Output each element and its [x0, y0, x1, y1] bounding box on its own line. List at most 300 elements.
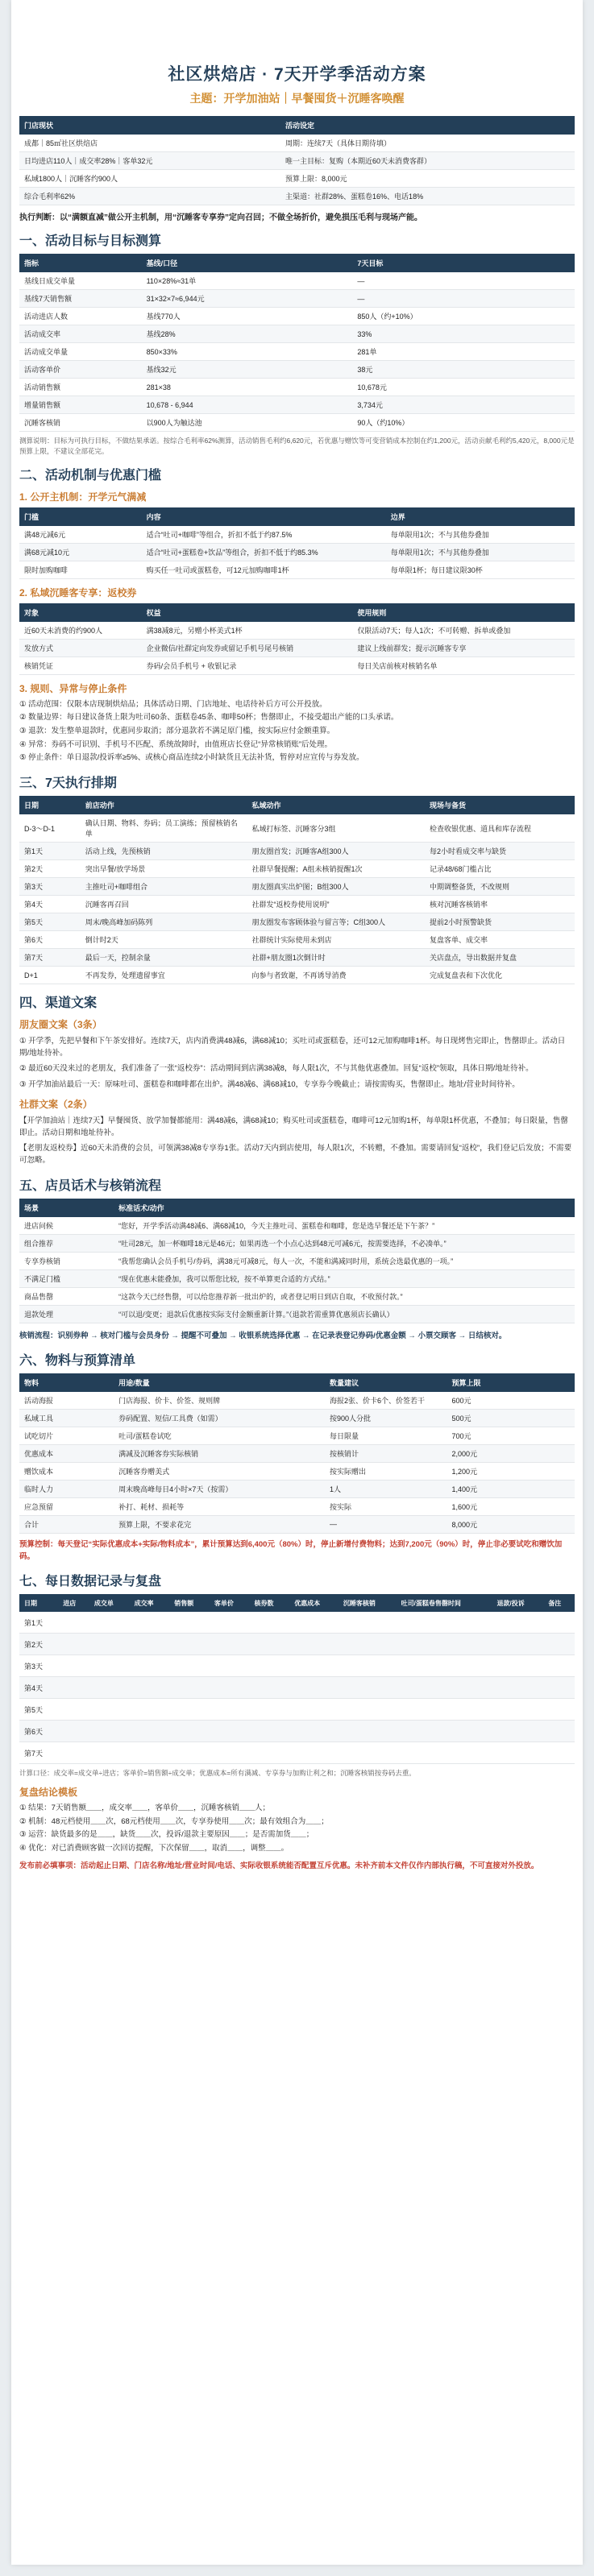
table-cell: 优惠成本 — [19, 1444, 114, 1462]
empty-input-cell[interactable] — [130, 1721, 170, 1742]
empty-input-cell[interactable] — [89, 1612, 130, 1634]
empty-input-cell[interactable] — [397, 1721, 492, 1742]
table-header: 7天目标 — [352, 254, 575, 272]
table-cell: 10,678 - 6,944 — [142, 396, 353, 414]
table-cell: 281×38 — [142, 379, 353, 396]
table-cell: 活动成交单量 — [19, 343, 142, 361]
table-cell: 沉睡客核销 — [19, 414, 142, 432]
empty-input-cell[interactable] — [543, 1699, 575, 1721]
table-cell: 门店海报、价卡、价签、规则牌 — [114, 1392, 325, 1410]
table-header: 门店现状 — [19, 116, 280, 135]
empty-input-cell[interactable] — [130, 1655, 170, 1677]
table-row — [19, 1287, 575, 1305]
table-cell: 第1天 — [19, 1612, 58, 1634]
table-cell: 唯一主目标：复购（本期近60天未消费客群） — [280, 152, 575, 170]
empty-input-cell[interactable] — [169, 1742, 210, 1764]
table-cell: 700元 — [447, 1427, 575, 1444]
table-cell: 周末/晚高峰加码陈列 — [81, 913, 247, 931]
empty-input-cell[interactable] — [250, 1699, 290, 1721]
subsection-title: 社群文案（2条） — [19, 1098, 93, 1110]
empty-input-cell[interactable] — [339, 1721, 397, 1742]
table-cell: 第6天 — [19, 931, 81, 949]
list-item: ③ 开学加油站最后一天：原味吐司、蛋糕卷和咖啡都在出炉。满48减6、满68减10，专享券今晚截止；请按需购买，售罄即止。地址/营业时间待补。 — [19, 1079, 520, 1089]
table-row — [19, 1742, 575, 1764]
empty-input-cell[interactable] — [89, 1699, 130, 1721]
empty-input-cell[interactable] — [289, 1721, 339, 1742]
table-cell: 增量销售额 — [19, 396, 142, 414]
table-row — [19, 1427, 575, 1444]
table-cell: 不再发券，处理遗留事宜 — [81, 967, 247, 984]
empty-input-cell[interactable] — [250, 1634, 290, 1655]
table-cell: 进店问候 — [19, 1217, 114, 1235]
table-header: 使用规则 — [352, 603, 575, 622]
empty-input-cell[interactable] — [58, 1677, 89, 1699]
table-row — [19, 361, 575, 379]
empty-input-cell[interactable] — [339, 1742, 397, 1764]
empty-input-cell[interactable] — [250, 1677, 290, 1699]
goals-table — [19, 254, 575, 432]
table-header: 成交单 — [89, 1594, 130, 1612]
table-cell: 每单限1杯；每日建议限30杯 — [386, 561, 575, 578]
table-header: 日期 — [19, 1594, 58, 1612]
table-body — [19, 526, 575, 579]
empty-input-cell[interactable] — [397, 1699, 492, 1721]
table-row — [19, 414, 575, 432]
table-header-row — [19, 603, 575, 622]
table-cell: 朋友圈首发；沉睡客A组300人 — [247, 843, 424, 860]
table-cell: “可以退/变更；退款后优惠按实际支付金额重新计算。”（退款若需重算优惠须店长确认） — [114, 1305, 575, 1323]
table-cell: 500元 — [447, 1409, 575, 1427]
table-cell: 3,734元 — [352, 396, 575, 414]
table-cell: 基线28% — [142, 325, 353, 343]
empty-input-cell[interactable] — [492, 1655, 544, 1677]
subsection-title: 2. 私域沉睡客专享：返校券 — [19, 586, 137, 598]
table-cell: 2,000元 — [447, 1444, 575, 1462]
table-cell: 退款处理 — [19, 1305, 114, 1323]
empty-input-cell[interactable] — [58, 1699, 89, 1721]
table-cell: 限时加购咖啡 — [19, 561, 142, 578]
empty-input-cell[interactable] — [89, 1721, 130, 1742]
table-header: 私域动作 — [247, 796, 424, 814]
table-cell: 1,200元 — [447, 1462, 575, 1480]
table-row — [19, 1269, 575, 1287]
table-cell: 检查收银优惠、道具和库存流程 — [425, 814, 575, 843]
empty-input-cell[interactable] — [397, 1655, 492, 1677]
table-header: 基线/口径 — [142, 254, 353, 272]
table-header: 沉睡客核销 — [339, 1594, 397, 1612]
table-cell: 社群发“返校券使用说明” — [247, 896, 424, 913]
empty-input-cell[interactable] — [89, 1634, 130, 1655]
table-cell: 第2天 — [19, 860, 81, 878]
table-body — [19, 1217, 575, 1323]
table-cell: 1,600元 — [447, 1497, 575, 1515]
table-cell: 以900人为触达池 — [142, 414, 353, 432]
table-cell: 第4天 — [19, 896, 81, 913]
empty-input-cell[interactable] — [58, 1612, 89, 1634]
empty-input-cell[interactable] — [58, 1721, 89, 1742]
table-cell: 券码/会员手机号 + 收银记录 — [142, 656, 353, 674]
table-row — [19, 1699, 575, 1721]
empty-input-cell[interactable] — [289, 1742, 339, 1764]
table-header: 客单价 — [210, 1594, 250, 1612]
table-cell: 周末晚高峰每日4小时×7天（按需） — [114, 1480, 325, 1497]
table-row — [19, 379, 575, 396]
list-item: ② 最近60天没来过的老朋友，我们准备了一张“返校券”：活动期间到店满38减8，每人限1次，不与其他优惠叠加。回复“返校”领取，具体日期/地址待补。 — [19, 1064, 534, 1074]
table-cell: 专享券核销 — [19, 1252, 114, 1269]
table-cell: 突出早餐/放学场景 — [81, 860, 247, 878]
empty-input-cell[interactable] — [58, 1634, 89, 1655]
rules-list — [19, 699, 575, 765]
table-row — [19, 170, 575, 188]
empty-input-cell[interactable] — [543, 1655, 575, 1677]
table-cell: 关店盘点，导出数据并复盘 — [425, 949, 575, 967]
table-cell: 按实际 — [325, 1497, 447, 1515]
empty-input-cell[interactable] — [58, 1655, 89, 1677]
empty-input-cell[interactable] — [210, 1721, 250, 1742]
table-cell: 试吃切片 — [19, 1427, 114, 1444]
table-row — [19, 343, 575, 361]
table-header: 现场与备货 — [425, 796, 575, 814]
table-cell: 仅限活动7天；每人1次；不可转赠、拆单或叠加 — [352, 622, 575, 640]
table-row — [19, 1217, 575, 1235]
table-cell: 企业微信/社群定向发券或留记手机号尾号核销 — [142, 639, 353, 656]
empty-input-cell[interactable] — [339, 1655, 397, 1677]
table-header: 退款/投诉 — [492, 1594, 544, 1612]
empty-input-cell[interactable] — [210, 1634, 250, 1655]
table-body — [19, 272, 575, 432]
table-cell: 适合“吐司+咖啡”等组合，折扣不低于约87.5% — [142, 526, 386, 544]
table-cell: 基线32元 — [142, 361, 353, 379]
table-cell: 组合推荐 — [19, 1234, 114, 1252]
table-cell: 第3天 — [19, 878, 81, 896]
empty-input-cell[interactable] — [289, 1634, 339, 1655]
table-row — [19, 152, 575, 170]
scripts-table — [19, 1199, 575, 1323]
table-cell: 确认日期、物料、券码；员工演练；预留核销名单 — [81, 814, 247, 843]
table-cell: 补打、耗材、损耗等 — [114, 1497, 325, 1515]
table-header-row — [19, 116, 575, 135]
table-header: 指标 — [19, 254, 142, 272]
table-row — [19, 1409, 575, 1427]
table-row — [19, 526, 575, 544]
empty-input-cell[interactable] — [492, 1677, 544, 1699]
table-cell: “您好，开学季活动满48减6、满68减10，今天主推吐司、蛋糕卷和咖啡，您是选早餐还是下午茶？” — [114, 1217, 575, 1235]
document-page — [11, 0, 583, 2565]
empty-input-cell[interactable] — [89, 1655, 130, 1677]
empty-input-cell[interactable] — [543, 1677, 575, 1699]
empty-input-cell[interactable] — [397, 1612, 492, 1634]
table-cell: 满68元减10元 — [19, 543, 142, 561]
empty-input-cell[interactable] — [250, 1612, 290, 1634]
table-cell: 社群+朋友圈1次倒计时 — [247, 949, 424, 967]
document-title: 社区烘焙店 · 7天开学季活动方案 — [168, 65, 426, 84]
table-cell: 主渠道：社群28%、蛋糕卷16%、电话18% — [280, 188, 575, 205]
empty-input-cell[interactable] — [210, 1699, 250, 1721]
table-cell: 第7天 — [19, 949, 81, 967]
empty-input-cell[interactable] — [339, 1634, 397, 1655]
table-row — [19, 949, 575, 967]
table-header-row — [19, 796, 575, 814]
empty-input-cell[interactable] — [397, 1634, 492, 1655]
table-cell: — — [352, 272, 575, 290]
table-header-row — [19, 254, 575, 272]
table-cell: 向参与者致谢，不再诱导消费 — [247, 967, 424, 984]
table-row — [19, 1480, 575, 1497]
table-cell: 90人（约10%） — [352, 414, 575, 432]
empty-input-cell[interactable] — [89, 1677, 130, 1699]
empty-input-cell[interactable] — [492, 1699, 544, 1721]
table-cell: “这款今天已经售罄，可以给您推荐新一批出炉的，或者登记明日到店自取，不收预付款。” — [114, 1287, 575, 1305]
section-title-scripts: 五、店员话术与核销流程 — [19, 1178, 162, 1193]
table-cell: 适合“吐司+蛋糕卷+饮品”等组合，折扣不低于约85.3% — [142, 543, 386, 561]
table-row — [19, 656, 575, 674]
subsection-title: 1. 公开主机制：开学元气满减 — [19, 491, 147, 503]
empty-input-cell[interactable] — [289, 1612, 339, 1634]
table-cell: 第4天 — [19, 1677, 58, 1699]
table-cell: 私域1800人｜沉睡客约900人 — [19, 170, 280, 188]
table-cell: 日均进店110人｜成交率28%｜客单32元 — [19, 152, 280, 170]
list-item: ⑤ 停止条件：单日退款/投诉率≥5%、或核心商品连续2小时缺货且无法补货，暂停对应宣传与券发放。 — [19, 753, 364, 763]
list-item: 【老朋友返校券】近60天未消费的会员，可领满38减8专享券1张。活动7天内到店使用，每人限1次，不转赠，不叠加。需要请回复“返校”，我们登记后发放；不需要可忽略。 — [19, 1144, 572, 1166]
table-cell: 社群统计实际使用未到店 — [247, 931, 424, 949]
table-header: 备注 — [543, 1594, 575, 1612]
table-header: 对象 — [19, 603, 142, 622]
table-cell: 购买任一吐司或蛋糕卷，可12元加购咖啡1杯 — [142, 561, 386, 578]
table-cell: 850×33% — [142, 343, 353, 361]
empty-input-cell[interactable] — [339, 1699, 397, 1721]
table-cell: 临时人力 — [19, 1480, 114, 1497]
table-cell: 应急预留 — [19, 1497, 114, 1515]
empty-input-cell[interactable] — [339, 1612, 397, 1634]
table-cell: 最后一天，控制余量 — [81, 949, 247, 967]
group-copy-list — [19, 1115, 575, 1167]
empty-input-cell[interactable] — [130, 1634, 170, 1655]
table-row — [19, 135, 575, 152]
empty-input-cell[interactable] — [169, 1634, 210, 1655]
table-row — [19, 1392, 575, 1410]
table-row — [19, 1721, 575, 1742]
table-cell: 合计 — [19, 1515, 114, 1533]
table-header: 销售额 — [169, 1594, 210, 1612]
table-cell: 第5天 — [19, 913, 81, 931]
table-cell: 每2小时看成交率与缺货 — [425, 843, 575, 860]
table-cell: 活动成交率 — [19, 325, 142, 343]
section-title-goals: 一、活动目标与目标测算 — [19, 234, 162, 248]
empty-input-cell[interactable] — [492, 1634, 544, 1655]
table-cell: 按实际赠出 — [325, 1462, 447, 1480]
table-cell: 每单限用1次；不与其他券叠加 — [386, 543, 575, 561]
table-body — [19, 1612, 575, 1764]
empty-input-cell[interactable] — [543, 1612, 575, 1634]
list-item: ③ 运营：缺货最多的是＿＿，缺货＿＿次，投诉/退款主要原因＿＿；是否需加货＿＿； — [19, 1830, 314, 1840]
store-info-table — [19, 116, 575, 205]
table-cell: 周期：连续7天（具体日期待填） — [280, 135, 575, 152]
table-header: 预算上限 — [447, 1373, 575, 1392]
section-title-mechanism: 二、活动机制与优惠门槛 — [19, 468, 162, 482]
empty-input-cell[interactable] — [130, 1677, 170, 1699]
table-cell: “我帮您确认会员手机号/券码，满38元可减8元，每人一次，不能和满减同时用，系统会选最优惠的一项。” — [114, 1252, 575, 1269]
table-header: 用途/数量 — [114, 1373, 325, 1392]
empty-input-cell[interactable] — [397, 1742, 492, 1764]
table-cell: 主推吐司+咖啡组合 — [81, 878, 247, 896]
table-header: 内容 — [142, 507, 386, 526]
table-row — [19, 1462, 575, 1480]
table-cell: 商品售罄 — [19, 1287, 114, 1305]
table-row — [19, 1634, 575, 1655]
table-row — [19, 967, 575, 984]
budget-table — [19, 1373, 575, 1534]
table-cell: 281单 — [352, 343, 575, 361]
empty-input-cell[interactable] — [289, 1677, 339, 1699]
empty-input-cell[interactable] — [492, 1721, 544, 1742]
table-cell: 第7天 — [19, 1742, 58, 1764]
table-cell: 满38减8元，另赠小杯美式1杯 — [142, 622, 353, 640]
table-cell: 33% — [352, 325, 575, 343]
table-cell: 核对沉睡客核销率 — [425, 896, 575, 913]
empty-input-cell[interactable] — [169, 1699, 210, 1721]
table-header: 门槛 — [19, 507, 142, 526]
exec-judgement: 执行判断：以“满额直减”做公开主机制，用“沉睡客专享券”定向召回；不做全场折价，避免损压毛利与现场产能。 — [19, 213, 422, 222]
empty-input-cell[interactable] — [169, 1612, 210, 1634]
table-header: 成交率 — [130, 1594, 170, 1612]
empty-input-cell[interactable] — [169, 1677, 210, 1699]
table-header-row — [19, 1199, 575, 1217]
table-cell: 活动上线，先预核销 — [81, 843, 247, 860]
table-header: 前店动作 — [81, 796, 247, 814]
section-title-schedule: 三、7天执行排期 — [19, 777, 117, 791]
table-cell: 第3天 — [19, 1655, 58, 1677]
goals-note: 测算说明：目标为可执行目标，不做结果承诺。按综合毛利率62%测算，活动销售毛利约6,620元，若优惠与赠饮等可变营销成本控制在约1,200元，活动贡献毛利约5,420元，8,000元是预算上限，不建议全部花完。 — [19, 437, 575, 455]
empty-input-cell[interactable] — [289, 1699, 339, 1721]
empty-input-cell[interactable] — [89, 1742, 130, 1764]
table-cell: 按核销计 — [325, 1444, 447, 1462]
table-header: 权益 — [142, 603, 353, 622]
empty-input-cell[interactable] — [250, 1655, 290, 1677]
subsection-title: 朋友圈文案（3条） — [19, 1019, 102, 1031]
empty-input-cell[interactable] — [210, 1612, 250, 1634]
table-cell: 预算上限，不要求花完 — [114, 1515, 325, 1533]
empty-input-cell[interactable] — [169, 1655, 210, 1677]
table-header: 活动设定 — [280, 116, 575, 135]
table-header: 场景 — [19, 1199, 114, 1217]
review-template-list — [19, 1803, 575, 1855]
table-cell: 8,000元 — [447, 1515, 575, 1533]
table-cell: 每日限量 — [325, 1427, 447, 1444]
table-cell: 1人 — [325, 1480, 447, 1497]
table-row — [19, 1234, 575, 1252]
section-title-budget: 六、物料与预算清单 — [19, 1353, 136, 1368]
empty-input-cell[interactable] — [397, 1677, 492, 1699]
empty-input-cell[interactable] — [210, 1655, 250, 1677]
table-cell: 券码配置、短信/工具费（如需） — [114, 1409, 325, 1427]
footer-note: 发布前必填事项：活动起止日期、门店名称/地址/营业时间/电话、实际收银系统能否配置互斥优惠。未补齐前本文件仅作内部执行稿，不可直接对外投放。 — [19, 1861, 539, 1870]
table-row — [19, 543, 575, 561]
table-cell: 提前2小时预警缺货 — [425, 913, 575, 931]
table-cell: 31×32×7≈6,944元 — [142, 290, 353, 308]
empty-input-cell[interactable] — [210, 1677, 250, 1699]
table-cell: 第2天 — [19, 1634, 58, 1655]
table-cell: 私域打标签、沉睡客分3组 — [247, 814, 424, 843]
table-row — [19, 308, 575, 325]
table-cell: 850人（约+10%） — [352, 308, 575, 325]
table-cell: D+1 — [19, 967, 81, 984]
table-row — [19, 913, 575, 931]
table-cell: 发放方式 — [19, 639, 142, 656]
list-item: ④ 异常：券码不可识别、手机号不匹配、系统故障时，由值班店长登记“异常核销账”后处理。 — [19, 739, 332, 749]
table-cell: “吐司28元，加一杯咖啡18元是46元；如果再选一个小点心达到48元可减6元，按需要选择，不必凑单。” — [114, 1234, 575, 1252]
list-item: 【开学加油站｜连续7天】早餐囤货、放学加餐都能用：满48减6，满68减10；购买吐司或蛋糕卷，咖啡可12元加购1杯，每单限1杯优惠，不叠加；每日限量，售罄即止。活动日期和地址待补。 — [19, 1116, 568, 1138]
discount-table — [19, 507, 575, 579]
empty-input-cell[interactable] — [210, 1742, 250, 1764]
coupon-table — [19, 603, 575, 675]
table-cell: 按900人分批 — [325, 1409, 447, 1427]
empty-input-cell[interactable] — [130, 1612, 170, 1634]
table-cell: 活动销售额 — [19, 379, 142, 396]
table-header: 吐司/蛋糕卷售罄时间 — [397, 1594, 492, 1612]
table-cell: 综合毛利率62% — [19, 188, 280, 205]
table-row — [19, 1655, 575, 1677]
list-item: ② 数量边界：每日建议备货上限为吐司60条、蛋糕卷45条、咖啡50杯；售罄即止，不接受超出产能的口头承诺。 — [19, 713, 399, 723]
empty-input-cell[interactable] — [250, 1742, 290, 1764]
table-body — [19, 1392, 575, 1534]
table-cell: 第1天 — [19, 843, 81, 860]
table-row — [19, 639, 575, 656]
table-cell: 成都｜85㎡社区烘焙店 — [19, 135, 280, 152]
table-cell: 基线日成交单量 — [19, 272, 142, 290]
table-cell: 每单限用1次；不与其他券叠加 — [386, 526, 575, 544]
table-cell: 110×28%≈31单 — [142, 272, 353, 290]
empty-input-cell[interactable] — [492, 1742, 544, 1764]
list-item: ③ 退款：发生整单退款时，优惠同步取消；部分退款若不满足原门槛，按实际应付金额重算。 — [19, 726, 335, 735]
table-header-row — [19, 507, 575, 526]
table-row — [19, 1612, 575, 1634]
daily-record-table — [19, 1594, 575, 1764]
table-row — [19, 931, 575, 949]
table-cell: 朋友圈发布客顾体验与留言等；C组300人 — [247, 913, 424, 931]
table-row — [19, 1515, 575, 1533]
table-body — [19, 814, 575, 984]
table-row — [19, 1252, 575, 1269]
empty-input-cell[interactable] — [130, 1699, 170, 1721]
table-header: 数量建议 — [325, 1373, 447, 1392]
table-cell: 基线7天销售额 — [19, 290, 142, 308]
table-header: 进店 — [58, 1594, 89, 1612]
empty-input-cell[interactable] — [543, 1742, 575, 1764]
empty-input-cell[interactable] — [169, 1721, 210, 1742]
empty-input-cell[interactable] — [543, 1721, 575, 1742]
table-cell: 10,678元 — [352, 379, 575, 396]
table-row — [19, 396, 575, 414]
empty-input-cell[interactable] — [289, 1655, 339, 1677]
document-subtitle: 主题：开学加油站｜早餐囤货＋沉睡客唤醒 — [189, 92, 405, 105]
empty-input-cell[interactable] — [130, 1742, 170, 1764]
table-row — [19, 272, 575, 290]
table-cell: 600元 — [447, 1392, 575, 1410]
empty-input-cell[interactable] — [492, 1612, 544, 1634]
table-cell: 活动客单价 — [19, 361, 142, 379]
empty-input-cell[interactable] — [250, 1721, 290, 1742]
table-cell: 核销凭证 — [19, 656, 142, 674]
empty-input-cell[interactable] — [339, 1677, 397, 1699]
list-item: ① 开学季，先把早餐和下午茶安排好。连续7天，店内消费满48减6，满68减10；买吐司或蛋糕卷，还可12元加购咖啡1杯。每日现烤售完即止，售罄即止。活动日期/地址待补。 — [19, 1037, 566, 1058]
subsection-title: 复盘结论模板 — [19, 1786, 78, 1798]
table-cell: 完成复盘表和下次优化 — [425, 967, 575, 984]
empty-input-cell[interactable] — [543, 1634, 575, 1655]
table-row — [19, 1305, 575, 1323]
list-item: ④ 优化：对已消费顾客做一次回访提醒，下次保留＿＿，取消＿＿，调整＿＿。 — [19, 1844, 289, 1853]
empty-input-cell[interactable] — [58, 1742, 89, 1764]
budget-control-note: 预算控制：每天登记“实际优惠成本+实际/物料成本”，累计预算达到6,400元（80%）时，停止新增付费物料；达到7,200元（90%）时，停止非必要试吃和赠饮加码。 — [19, 1539, 563, 1561]
